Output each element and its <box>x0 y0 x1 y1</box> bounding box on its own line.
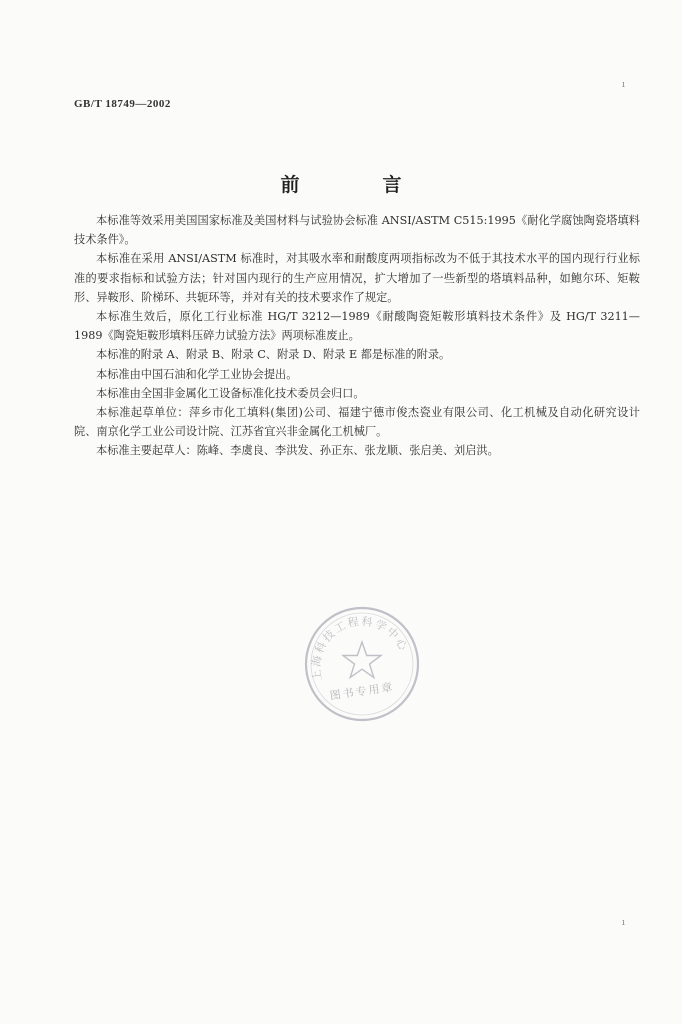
paragraph-2: 本标准在采用 ANSI/ASTM 标准时，对其吸水率和耐酸度两项指标改为不低于其技术水平的国内现行行业标准的要求指标和试验方法；针对国内现行的生产应用情况，扩大增加了一些新型的塔填料品种，如鲍尔环、矩鞍形、异鞍形、阶梯环、共轭环等，并对有关的技术要求作了规定。 <box>74 252 640 304</box>
page-title: 前 言 <box>280 174 434 196</box>
stamp-center-text: 图书专用章 <box>328 680 396 703</box>
library-stamp <box>302 604 422 724</box>
margin-mark-bottom: ı <box>622 918 625 928</box>
stamp-ring-text: 上海科技工程科学中心 <box>309 614 411 682</box>
margin-mark-top: ı <box>622 80 625 90</box>
standard-code: GB/T 18749—2002 <box>74 98 171 110</box>
star-icon <box>343 642 381 678</box>
paragraph-1: 本标准等效采用美国国家标准及美国材料与试验协会标准 ANSI/ASTM C515:1995《耐化学腐蚀陶瓷塔填料技术条件》。 <box>74 214 640 247</box>
paragraph-5: 本标准由中国石油和化学工业协会提出。 <box>96 367 298 381</box>
paragraph-8: 本标准主要起草人：陈峰、李虞良、李洪发、孙正东、张龙顺、张启美、刘启洪。 <box>96 444 499 458</box>
paragraph-4: 本标准的附录 A、附录 B、附录 C、附录 D、附录 E 都是标准的附录。 <box>96 348 451 362</box>
paragraph-3: 本标准生效后，原化工行业标准 HG/T 3212—1989《耐酸陶瓷矩鞍形填料技术条件》及 HG/T 3211—1989《陶瓷矩鞍形填料压碎力试验方法》两项标准废止。 <box>74 310 640 343</box>
foreword-body <box>74 211 640 461</box>
paragraph-7: 本标准起草单位：萍乡市化工填料(集团)公司、福建宁德市俊杰瓷业有限公司、化工机械及自动化研究设计院、南京化学工业公司设计院、江苏省宜兴非金属化工机械厂。 <box>74 406 640 439</box>
paragraph-6: 本标准由全国非金属化工设备标准化技术委员会归口。 <box>96 386 365 400</box>
